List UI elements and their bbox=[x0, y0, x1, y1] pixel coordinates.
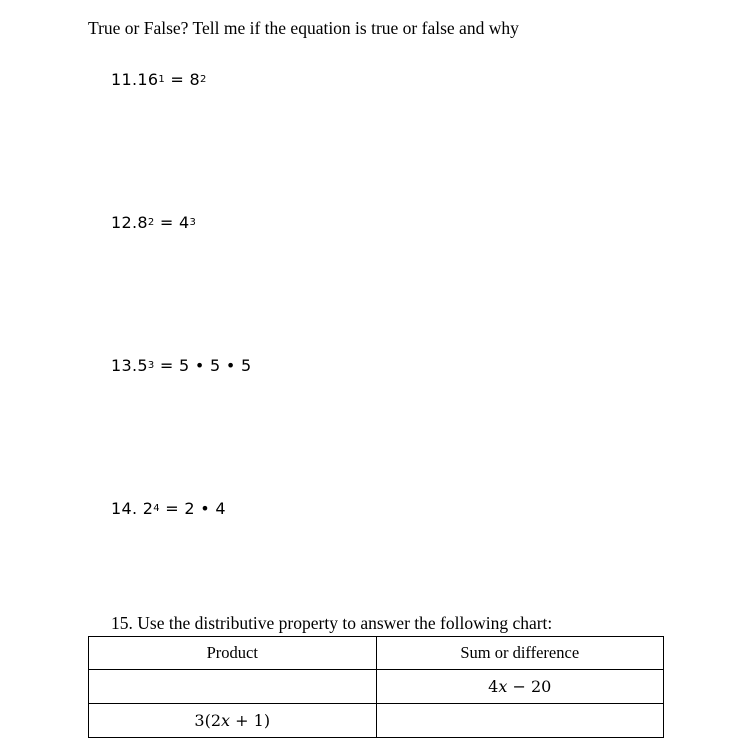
product-cell-empty[interactable] bbox=[89, 670, 377, 704]
equation-rest: = 4 bbox=[154, 213, 190, 232]
expression-rest: − 20 bbox=[507, 676, 552, 696]
header-product: Product bbox=[89, 637, 377, 670]
exponent: 4 bbox=[153, 503, 160, 514]
equation-rest: = 5 • 5 • 5 bbox=[154, 356, 252, 375]
expression-prefix: 3(2 bbox=[194, 710, 222, 730]
variable: x bbox=[498, 676, 508, 696]
base: 8 bbox=[137, 213, 148, 232]
sum-expression bbox=[488, 677, 551, 696]
header-sum-or-difference: Sum or difference bbox=[376, 637, 664, 670]
question-15: 15. Use the distributive property to answer the following chart: bbox=[111, 613, 553, 633]
exponent: 3 bbox=[189, 217, 197, 228]
base: 16 bbox=[137, 70, 159, 89]
table-row bbox=[89, 704, 664, 738]
problem-12 bbox=[111, 213, 196, 232]
product-expression bbox=[194, 711, 270, 730]
problem-number: 13. bbox=[111, 356, 138, 375]
sum-cell-empty[interactable] bbox=[376, 704, 664, 738]
coefficient: 4 bbox=[488, 676, 499, 696]
problem-number: 14. bbox=[111, 499, 143, 518]
sum-cell bbox=[376, 670, 664, 704]
expression-suffix: + 1) bbox=[230, 710, 271, 730]
exponent: 3 bbox=[147, 360, 155, 371]
exponent: 2 bbox=[199, 74, 207, 85]
instructions: True or False? Tell me if the equation is true or false and why bbox=[88, 18, 519, 38]
problem-number: 12. bbox=[111, 213, 138, 232]
exponent: 2 bbox=[147, 217, 155, 228]
base: 2 bbox=[142, 499, 154, 518]
equation-rest: = 8 bbox=[165, 70, 200, 89]
exponent: 1 bbox=[158, 74, 165, 85]
equation-rest: = 2 • 4 bbox=[159, 499, 226, 518]
distributive-table bbox=[88, 636, 664, 738]
table-row bbox=[89, 670, 664, 704]
base: 5 bbox=[137, 356, 148, 375]
problem-11 bbox=[111, 70, 207, 89]
problem-number: 11. bbox=[111, 70, 138, 89]
problem-14 bbox=[111, 499, 226, 518]
variable: x bbox=[221, 710, 231, 730]
table-header-row bbox=[89, 637, 664, 670]
product-cell bbox=[89, 704, 377, 738]
problem-13 bbox=[111, 356, 251, 375]
